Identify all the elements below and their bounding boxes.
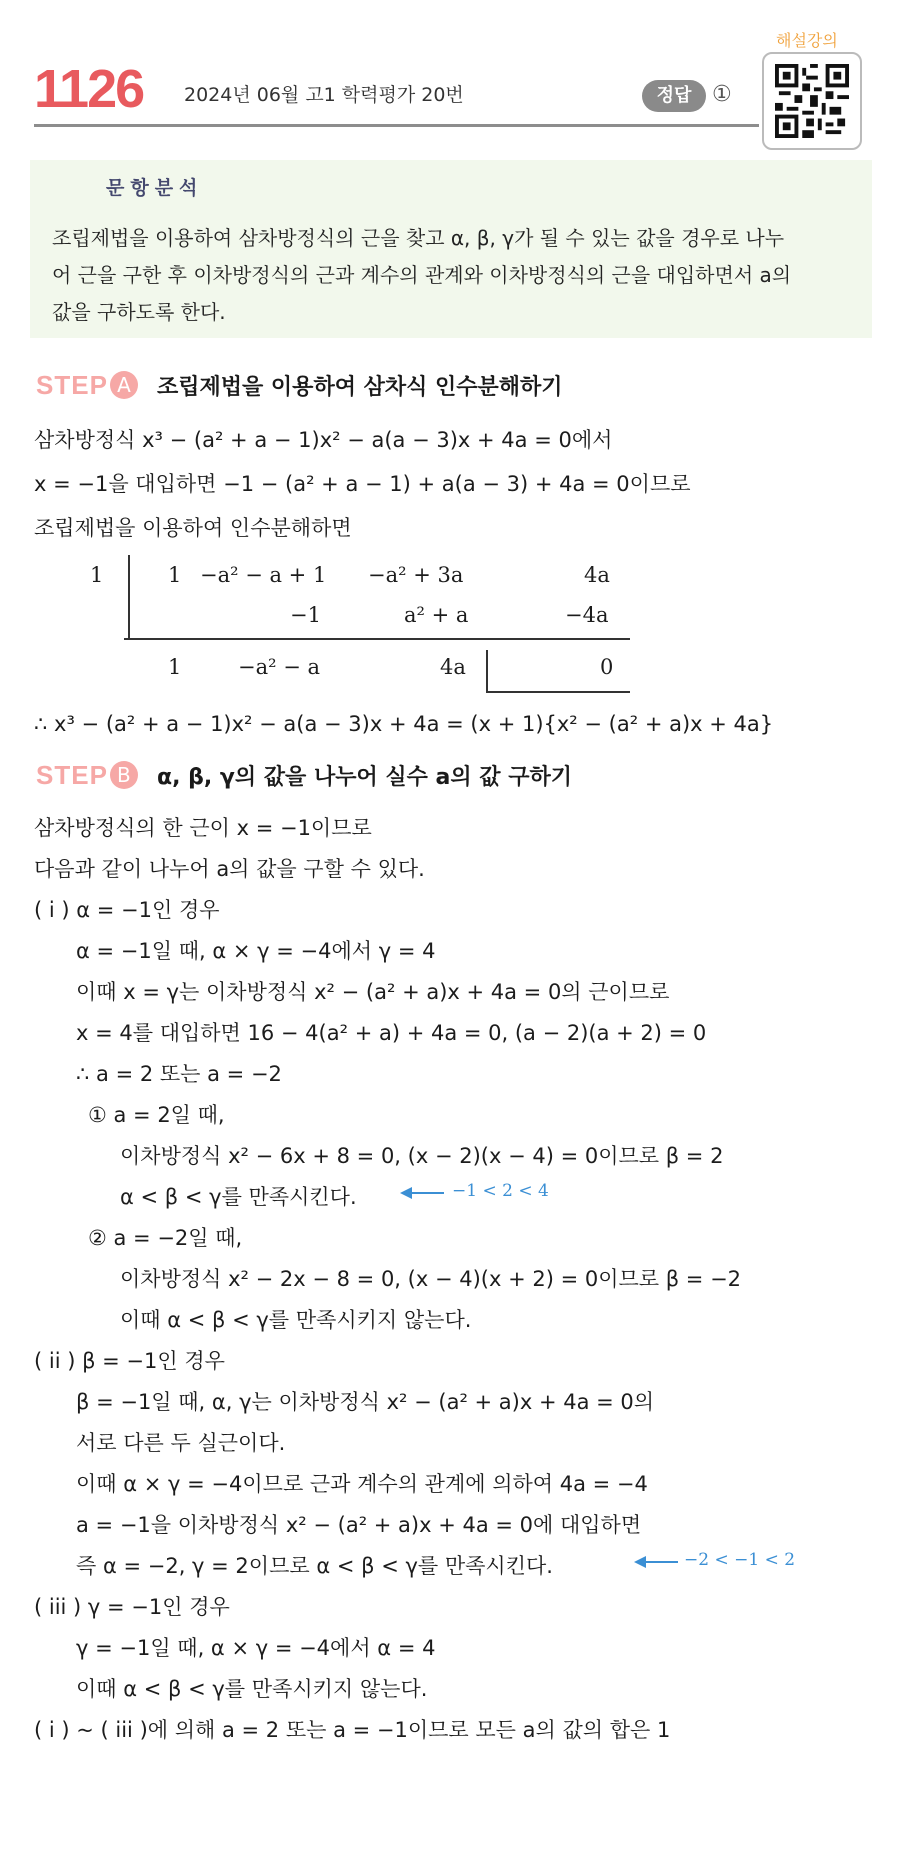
text-line: 이때 α × γ = −4이므로 근과 계수의 관계에 의하여 4a = −4: [76, 1472, 648, 1496]
text-line: 이차방정식 x² − 6x + 8 = 0, (x − 2)(x − 4) = 0이므로 β = 2: [120, 1144, 724, 1168]
step-letter: A: [110, 371, 138, 399]
text-line: α = −1일 때, α × γ = −4에서 γ = 4: [76, 939, 436, 963]
analysis-title: 문항분석: [106, 177, 204, 199]
text-line: 삼차방정식의 한 근이 x = −1이므로: [34, 816, 372, 840]
division-cell: 1: [168, 563, 182, 587]
text-line: ( ii ) β = −1인 경우: [34, 1349, 225, 1373]
text-line: ② a = −2일 때,: [88, 1226, 243, 1250]
text-line: ① a = 2일 때,: [88, 1103, 225, 1127]
analysis-line: 조립제법을 이용하여 삼차방정식의 근을 찾고 α, β, γ가 될 수 있는 값을 경우로 나누: [52, 226, 785, 250]
problem-number: 1126: [34, 59, 144, 119]
remainder-rule: [486, 691, 630, 693]
step-b-heading: [36, 760, 572, 791]
text-line: 이때 α < β < γ를 만족시키지 않는다.: [76, 1677, 428, 1701]
text-line: ( i ) ~ ( iii )에 의해 a = 2 또는 a = −1이므로 모든 a의 값의 합은 1: [34, 1718, 671, 1742]
division-cell: 4a: [584, 563, 610, 587]
text-line: β = −1일 때, α, γ는 이차방정식 x² − (a² + a)x + 4a = 0의: [76, 1390, 655, 1414]
step-title: α, β, γ의 값을 나누어 실수 a의 값 구하기: [157, 765, 572, 790]
text-line: 서로 다른 두 실근이다.: [76, 1431, 286, 1455]
division-cell: −a² + 3a: [368, 563, 464, 587]
analysis-line: 어 근을 구한 후 이차방정식의 근과 계수의 관계와 이차방정식의 근을 대입하면서 a의: [52, 263, 792, 287]
note-arrow: [410, 1192, 444, 1194]
text-line: ( iii ) γ = −1인 경우: [34, 1595, 230, 1619]
note-arrow: [644, 1561, 678, 1563]
text-line: a = −1을 이차방정식 x² − (a² + a)x + 4a = 0에 대입하면: [76, 1513, 642, 1537]
division-cell: −a² − a: [238, 655, 321, 679]
step-tag: STEP: [36, 370, 108, 400]
qr-label: 해설강의: [776, 31, 838, 50]
text-line: 삼차방정식 x³ − (a² + a − 1)x² − a(a − 3)x + 4a = 0에서: [34, 428, 613, 452]
text-line: 다음과 같이 나누어 a의 값을 구할 수 있다.: [34, 857, 425, 881]
division-cell: −4a: [565, 603, 609, 627]
division-cell: 1: [168, 655, 182, 679]
qr-code-icon: [774, 64, 850, 138]
step-tag: STEP: [36, 760, 108, 790]
header-divider: [34, 124, 759, 127]
text-line: α < β < γ를 만족시킨다.: [120, 1185, 357, 1209]
text-line: 즉 α = −2, γ = 2이므로 α < β < γ를 만족시킨다.: [76, 1554, 553, 1578]
step-a-heading: [36, 370, 563, 401]
answer-value: ①: [712, 82, 732, 107]
note-text: −1 < 2 < 4: [452, 1181, 549, 1201]
division-cell: −1: [290, 603, 321, 627]
division-bar: [128, 555, 130, 639]
text-line: 이때 α < β < γ를 만족시키지 않는다.: [120, 1308, 472, 1332]
division-cell: a² + a: [404, 603, 469, 627]
text-line: x = −1을 대입하면 −1 − (a² + a − 1) + a(a − 3) + 4a = 0이므로: [34, 472, 691, 496]
step-letter: B: [110, 761, 138, 789]
conclusion-line: ∴ x³ − (a² + a − 1)x² − a(a − 3)x + 4a = (x + 1){x² − (a² + a)x + 4a}: [34, 712, 774, 736]
step-title: 조립제법을 이용하여 삼차식 인수분해하기: [157, 375, 563, 400]
remainder-bar: [486, 650, 488, 692]
text-line: ∴ a = 2 또는 a = −2: [76, 1062, 282, 1086]
text-line: γ = −1일 때, α × γ = −4에서 α = 4: [76, 1636, 436, 1660]
analysis-line: 값을 구하도록 한다.: [52, 300, 226, 324]
division-cell: 4a: [440, 655, 466, 679]
text-line: 조립제법을 이용하여 인수분해하면: [34, 516, 352, 540]
division-cell: −a² − a + 1: [200, 563, 327, 587]
text-line: 이차방정식 x² − 2x − 8 = 0, (x − 4)(x + 2) = 0이므로 β = −2: [120, 1267, 742, 1291]
division-remainder: 0: [600, 655, 614, 679]
division-divisor: 1: [90, 563, 104, 587]
note-text: −2 < −1 < 2: [684, 1550, 796, 1570]
text-line: 이때 x = γ는 이차방정식 x² − (a² + a)x + 4a = 0의 근이므로: [76, 980, 670, 1004]
division-rule: [124, 638, 630, 640]
problem-source: 2024년 06월 고1 학력평가 20번: [184, 84, 464, 106]
text-line: ( i ) α = −1인 경우: [34, 898, 220, 922]
text-line: x = 4를 대입하면 16 − 4(a² + a) + 4a = 0, (a − 2)(a + 2) = 0: [76, 1021, 707, 1045]
qr-code-box[interactable]: [762, 52, 862, 150]
answer-badge: 정답: [642, 80, 706, 112]
